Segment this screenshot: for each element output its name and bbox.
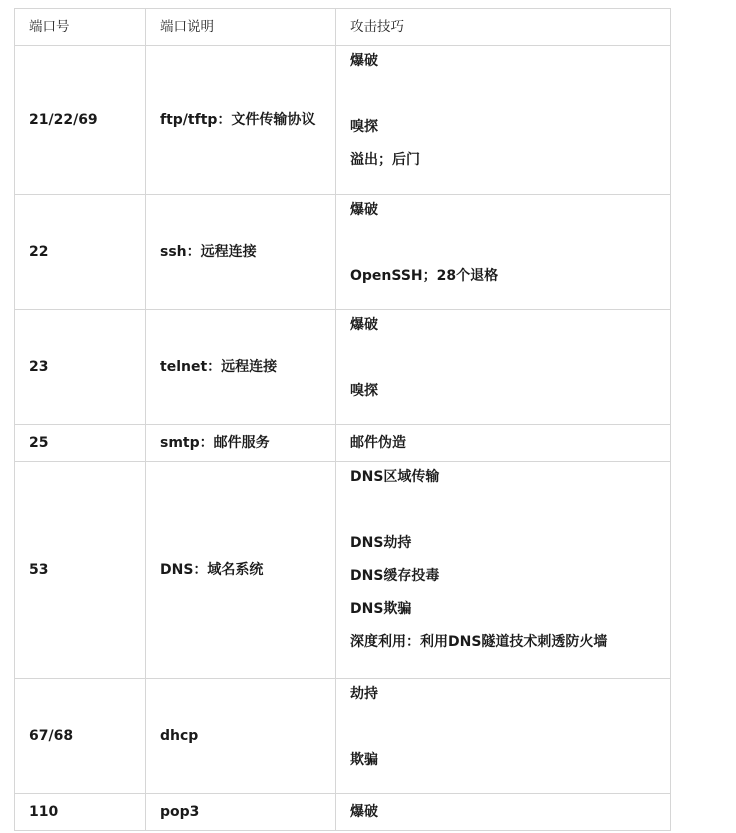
description-cell: DNS：域名系统 (146, 462, 336, 679)
header-row (15, 9, 671, 46)
techniques-cell (336, 195, 671, 310)
techniques-cell (336, 679, 671, 794)
description-cell: ftp/tftp：文件传输协议 (146, 46, 336, 195)
table-row (15, 195, 671, 310)
technique-item: OpenSSH；28个退格 (350, 268, 499, 284)
table-row (15, 310, 671, 425)
techniques-cell (336, 310, 671, 425)
techniques-cell (336, 462, 671, 679)
technique-item: 嗅探 (350, 383, 378, 399)
header-port: 端口号 (15, 9, 146, 46)
technique-item: DNS缓存投毒 (350, 568, 440, 584)
port-cell: 53 (15, 462, 146, 679)
technique-item: 溢出；后门 (350, 152, 420, 168)
port-cell: 110 (15, 794, 146, 831)
technique-item: 爆破 (350, 202, 378, 218)
table-row (15, 425, 671, 462)
description-cell: smtp：邮件服务 (146, 425, 336, 462)
port-cell: 25 (15, 425, 146, 462)
table-row (15, 679, 671, 794)
description-cell: pop3 (146, 794, 336, 831)
port-cell: 22 (15, 195, 146, 310)
technique-item: 邮件伪造 (350, 435, 406, 451)
port-cell: 67/68 (15, 679, 146, 794)
technique-item: 嗅探 (350, 119, 378, 135)
technique-item: DNS区域传输 (350, 469, 440, 485)
techniques-cell (336, 425, 671, 462)
technique-item: 深度利用：利用DNS隧道技术刺透防火墙 (350, 634, 608, 650)
port-cell: 21/22/69 (15, 46, 146, 195)
table-row (15, 46, 671, 195)
table-row (15, 462, 671, 679)
port-attack-table (14, 8, 671, 831)
port-cell: 23 (15, 310, 146, 425)
technique-item: 欺骗 (350, 752, 378, 768)
description-cell: dhcp (146, 679, 336, 794)
technique-item: DNS欺骗 (350, 601, 412, 617)
technique-item: 爆破 (350, 804, 378, 820)
description-cell: telnet：远程连接 (146, 310, 336, 425)
technique-item: DNS劫持 (350, 535, 412, 551)
techniques-cell (336, 794, 671, 831)
header-attack-techniques: 攻击技巧 (336, 9, 671, 46)
technique-item: 爆破 (350, 53, 378, 69)
techniques-cell (336, 46, 671, 195)
technique-item: 爆破 (350, 317, 378, 333)
description-cell: ssh：远程连接 (146, 195, 336, 310)
header-description: 端口说明 (146, 9, 336, 46)
technique-item: 劫持 (350, 686, 378, 702)
table-row (15, 794, 671, 831)
